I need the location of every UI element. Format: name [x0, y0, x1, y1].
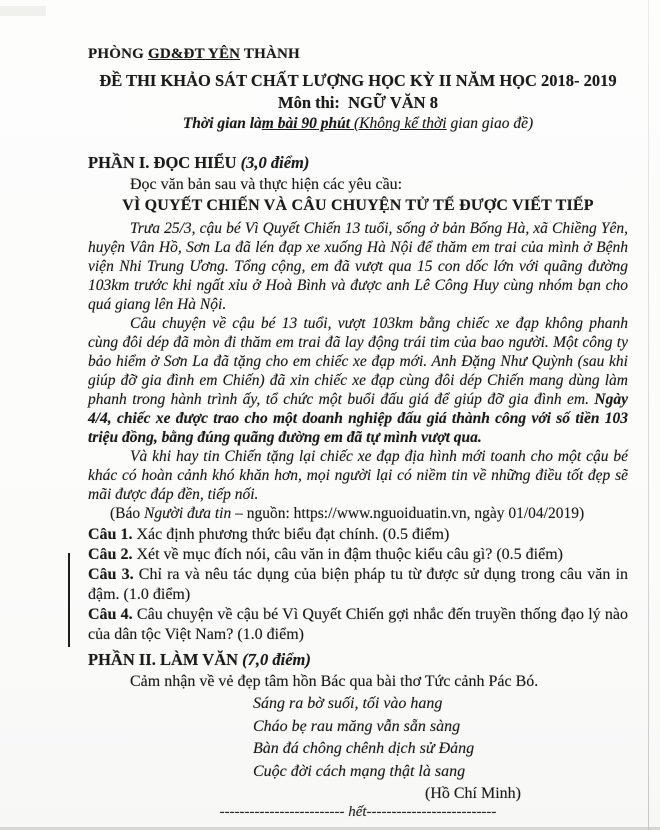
passage-paragraph-1: Trưa 25/3, cậu bé Vì Quyết Chiến 13 tuổi, sống ở bản Bống Hà, xã Chiềng Yên, huyện Vân Hồ, Sơn La đã lén đạp xe xuống Hà Nội để thăm em trai của mình ở Bệnh viện Nhi Trung Ương. Tổng cộng, em đã vượt qua 15 con dốc lớn với quãng đường 103km trước khi ngất xỉu ở Hoà Bình và được anh Lê Công Huy cùng nhóm bạn cho quá giang lên Hà Nội. [88, 220, 628, 313]
question-3-text: Chỉ ra và nêu tác dụng của biện pháp tu từ được sử dụng trong câu văn in đậm. (1.0 điểm) [88, 566, 629, 603]
poem-author: (Hồ Chí Minh) [425, 785, 521, 802]
passage-source [88, 505, 628, 523]
paragraph-2-bold: Ngày 4/4, chiếc xe được trao cho một doanh nghiệp đấu giá thành công với số tiền 103 triệu đồng, bằng đúng quãng đường em đã tự mình vượt qua. [88, 391, 628, 446]
passage-paragraph-2 [88, 314, 628, 447]
poem-line-2: Cháo bẹ rau măng vẫn sẵn sàng [253, 717, 461, 735]
department-prefix: PHÒNG [88, 46, 148, 62]
reading-instruction: Đọc văn bản sau và thực hiện các yêu cầu: [130, 176, 403, 193]
question-1-text: Xác định phương thức biểu đạt chính. (0.5 điểm) [132, 526, 450, 543]
department-underlined: GD&ĐT YÊN [147, 46, 241, 62]
department-suffix: THÀNH [240, 46, 300, 62]
question-1 [88, 525, 628, 545]
paragraph-2-regular: Câu chuyện về cậu bé 13 tuổi, vượt 103km bằng chiếc xe đạp không phanh cùng đôi dép đã mòn đi thăm em trai đã lay động trái tim của bao người. Một công ty bảo hiểm ở Sơn La đã tặng cho em chiếc xe đạp mới. Anh Đặng Như Quỳnh (sau khi giúp đỡ gia đình em Chiến) đã xin chiếc xe đạp cùng đôi dép Chiến mang dùng làm phanh trong hành trình ấy, tổ chức một buổi đấu giá để giúp đỡ gia đình em. [88, 315, 628, 408]
source-suffix: – nguồn: https://www.nguoiduatin.vn, ngày 01/04/2019) [231, 505, 585, 522]
section1-heading-text: PHẦN I. ĐỌC HIỂU [88, 153, 241, 172]
poem [253, 693, 628, 783]
page-content [88, 46, 628, 821]
page-edge-line [648, 0, 649, 830]
question-2 [88, 545, 628, 565]
poem-line-3: Bàn đá chông chênh dịch sử Đảng [253, 740, 475, 757]
source-newspaper-name: Người đưa tin [144, 505, 232, 522]
duration-underlined-note: (Không kể thời [353, 115, 447, 132]
subject-line: Môn thi: NGỮ VĂN 8 [278, 93, 438, 112]
question-4 [88, 605, 628, 645]
essay-prompt: Cảm nhận về vẻ đẹp tâm hồn Bác qua bài thơ Tức cảnh Pác Bó. [130, 673, 539, 690]
question-3-label: Câu 3. [88, 566, 134, 583]
question-2-text: Xét về mục đích nói, câu văn in đậm thuộc kiểu câu gì? (0.5 điểm) [132, 546, 563, 563]
duration-line [88, 115, 628, 133]
question-1-label: Câu 1. [88, 526, 133, 543]
question-2-label: Câu 2. [88, 546, 133, 563]
footer-het-word: hết [348, 804, 367, 820]
duration-note-end: gian giao đề) [446, 115, 534, 132]
duration-underlined-bold: m bài 90 phút [261, 115, 354, 132]
question-list [88, 525, 628, 645]
question-3 [88, 565, 628, 605]
question-4-label: Câu 4. [88, 606, 133, 623]
end-of-exam-marker [88, 804, 628, 821]
exam-title: ĐỀ THI KHẢO SÁT CHẤT LƯỢNG HỌC KỲ II NĂM HỌC 2018- 2019 [99, 71, 617, 90]
footer-dashes-left: ------------------------- [219, 804, 349, 820]
section1-points: (3,0 điểm) [240, 153, 310, 172]
section1-heading [88, 153, 628, 173]
passage-title: VÌ QUYẾT CHIẾN VÀ CÂU CHUYỆN TỬ TẾ ĐƯỢC VIẾT TIẾP [122, 197, 594, 214]
source-prefix: (Báo [110, 505, 145, 522]
department-name [88, 46, 628, 63]
reading-passage [88, 219, 628, 504]
section2-heading [88, 650, 628, 670]
duration-pre: Thời gian là [182, 115, 262, 132]
poem-line-1: Sáng ra bờ suối, tối vào hang [253, 695, 443, 712]
passage-paragraph-3: Và khi hay tin Chiến tặng lại chiếc xe đạp địa hình mới toanh cho một cậu bé khác có hoàn cảnh khó khăn hơn, mọi người lại có niềm tin về những điều tốt đẹp sẽ mãi được đáp đền, tiếp nối. [88, 448, 628, 503]
scan-smudge [0, 6, 46, 16]
footer-dashes-right: -------------------------- [366, 804, 497, 820]
section2-points: (7,0 điểm) [242, 650, 311, 669]
section2-heading-text: PHẦN II. LÀM VĂN [88, 650, 243, 669]
poem-line-4: Cuộc đời cách mạng thật là sang [253, 762, 466, 780]
question-4-text: Câu chuyện về cậu bé Vì Quyết Chiến gợi nhắc đến truyền thống đạo lý nào của dân tộc Việt Nam? (1.0 điểm) [88, 606, 629, 643]
scan-artifact-line [68, 553, 70, 647]
